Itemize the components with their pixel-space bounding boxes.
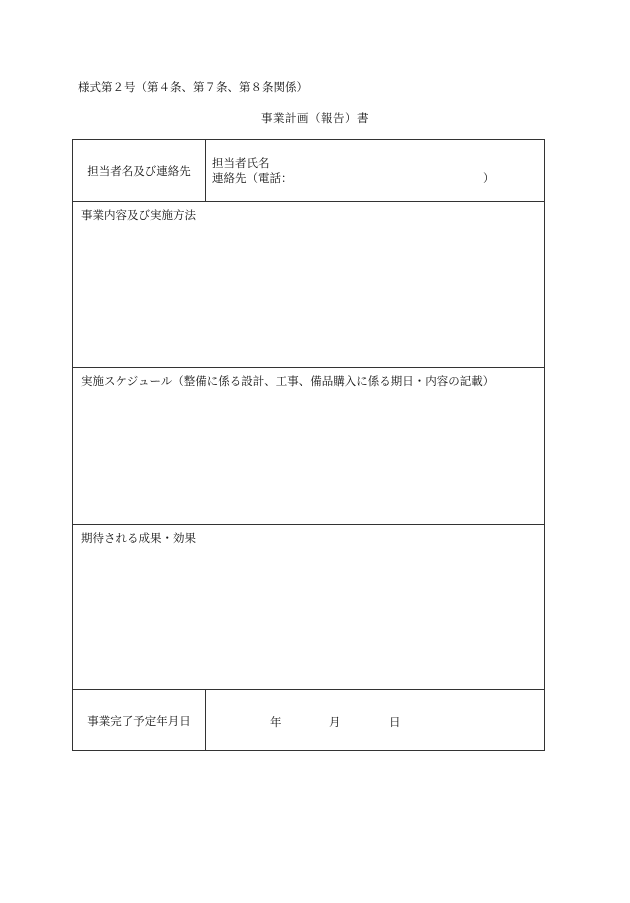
schedule-row[interactable]	[73, 367, 544, 524]
schedule-label: 実施スケジュール（整備に係る設計、工事、備品購入に係る期日・内容の記載）	[81, 374, 495, 388]
completion-month-label: 月	[329, 715, 341, 729]
completion-date-input-cell[interactable]	[206, 690, 544, 751]
expected-effect-row[interactable]	[73, 524, 544, 689]
content-method-label: 事業内容及び実施方法	[81, 208, 196, 222]
contact-row	[73, 140, 544, 201]
contact-phone-label: 連絡先（電話：	[212, 171, 293, 185]
expected-effect-label: 期待される成果・効果	[81, 531, 196, 545]
completion-day-label: 日	[389, 715, 401, 729]
contact-phone-close: ）	[483, 171, 495, 185]
document-title: 事業計画（報告）書	[261, 111, 369, 125]
form-number: 様式第２号（第４条、第７条、第８条関係）	[78, 80, 308, 94]
content-method-row[interactable]	[73, 201, 544, 367]
contact-input-cell[interactable]	[206, 140, 544, 201]
contact-name-label: 担当者氏名	[212, 156, 270, 170]
completion-date-row	[73, 689, 544, 751]
contact-label: 担当者名及び連絡先	[73, 140, 206, 201]
plan-form-table	[72, 139, 545, 751]
completion-date-label: 事業完了予定年月日	[73, 690, 206, 751]
completion-year-label: 年	[270, 715, 282, 729]
